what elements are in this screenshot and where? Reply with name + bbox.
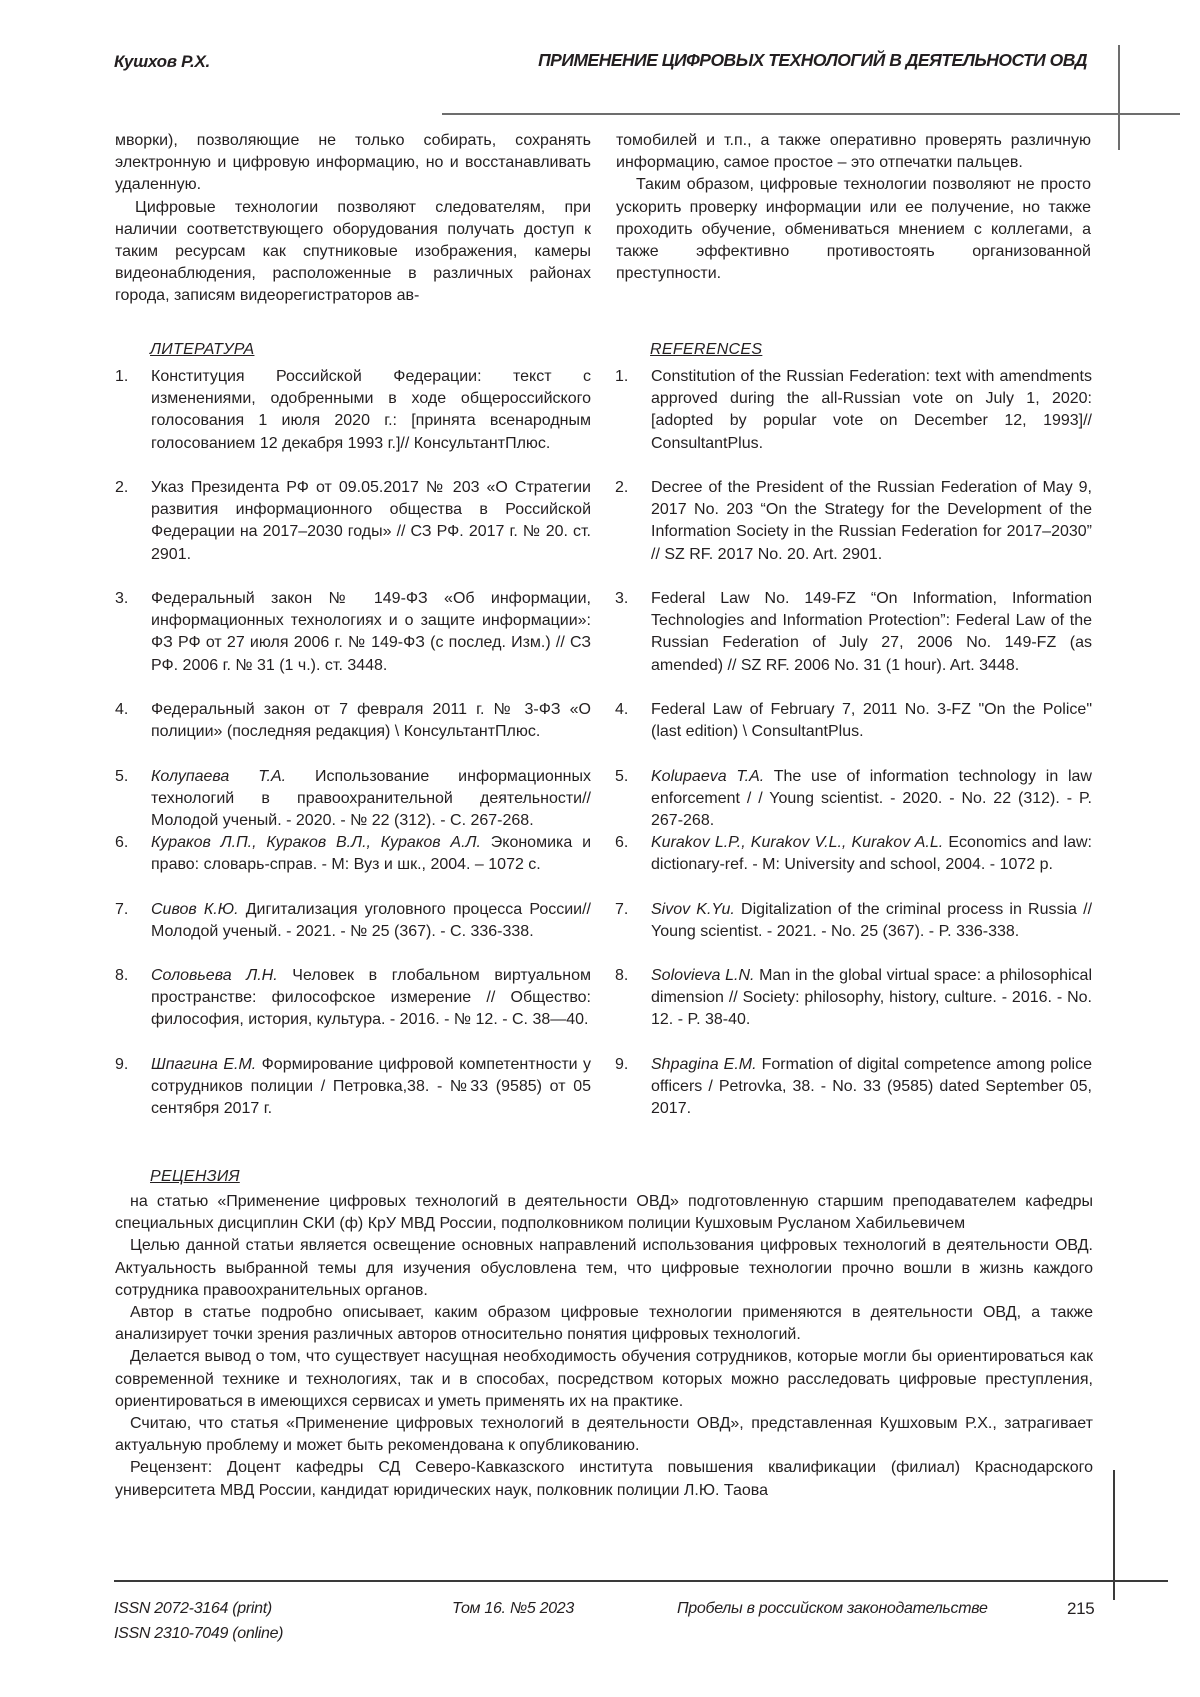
item-number: 8. — [615, 967, 629, 984]
item-number: 4. — [115, 701, 129, 718]
body-paragraph: томобилей и т.п., а также оперативно проверять различную информацию, самое простое – это отпечатки пальцев. — [616, 132, 1091, 172]
literature-item — [115, 699, 591, 743]
item-author: Kurakov L.P., Kurakov V.L., Kurakov A.L. — [651, 834, 944, 851]
body-paragraph: Таким образом, цифровые технологии позволяют не просто ускорить проверку информации или ее получение, но также проходить обучение, обмениваться мнением с коллегами, а также эффективно противостоять организованной преступности. — [616, 176, 1091, 283]
item-text: Economics and law: dictionary-ref. - M: University and school, 2004. - 1072 p. — [651, 834, 1093, 874]
reference-item — [615, 477, 1092, 566]
review-paragraph: на статью «Применение цифровых технологий в деятельности ОВД» подготовленную старшим преподавателем кафедры специальных дисциплин СКИ (ф) КрУ МВД России, подполковником полиции Кушховым Русланом Хабильевичем — [115, 1193, 1093, 1233]
item-number: 4. — [615, 701, 629, 718]
review-paragraph: Делается вывод о том, что существует насущная необходимость обучения сотрудников, которые могли бы ориентироваться как современной технике и технологиях, так и в способах, посредством которых можно расследовать цифровые преступления, ориентироваться в имеющихся сервисах и уметь применять их на практике. — [115, 1348, 1093, 1410]
item-text: Decree of the President of the Russian Federation of May 9, 2017 No. 203 “On the Strategy for the Development of the Information Society in the Russian Federation for 2017–2030” // SZ RF. 2017 No. 20. Art. 2901. — [651, 479, 1092, 563]
item-text: Федеральный закон № 149-ФЗ «Об информации, информационных технологиях и о защите информации»: ФЗ РФ от 27 июля 2006 г. № 149-ФЗ (с послед. Изм.) // СЗ РФ. 2006 г. № 31 (1 ч.). ст. 3448. — [151, 590, 591, 674]
item-number: 5. — [115, 768, 129, 785]
footer-volume: Том 16. №5 2023 — [452, 1600, 575, 1617]
literature-item — [115, 832, 591, 876]
reference-item — [615, 766, 1092, 833]
item-number: 5. — [615, 768, 629, 785]
item-text: Указ Президента РФ от 09.05.2017 № 203 «О Стратегии развития информационного общества в Российской Федерации на 2017–2030 годы» // СЗ РФ. 2017 г. № 20. ст. 2901. — [151, 479, 591, 563]
literature-item — [115, 477, 591, 566]
item-text: Формирование цифровой компетентности у сотрудников полиции / Петровка,38. - №33 (9585) от 05 сентября 2017 г. — [151, 1056, 592, 1118]
item-author: Kolupaeva T.A. — [651, 768, 765, 785]
item-text: Federal Law No. 149-FZ “On Information, Information Technologies and Information Protection”: Federal Law of the Russian Federation of July 27, 2006 No. 149-FZ (as amended) // SZ RF. 2006 No. 31 (1 hour). Art. 3448. — [651, 590, 1092, 674]
item-text: Digitalization of the criminal process in Russia // Young scientist. - 2021. - No. 25 (367). - P. 336-338. — [651, 901, 1093, 941]
item-number: 7. — [615, 901, 629, 918]
footer-issn-online: ISSN 2310-7049 (online) — [114, 1625, 284, 1642]
item-author: Соловьева Л.Н. — [151, 967, 278, 984]
item-number: 1. — [115, 368, 129, 385]
reference-item — [615, 1054, 1092, 1121]
item-text: Man in the global virtual space: a philosophical dimension // Society: philosophy, history, culture. - 2016. - No. 12. - P. 38-40. — [651, 967, 1093, 1029]
running-header-author: Кушхов Р.Х. — [114, 52, 210, 71]
item-author: Sivov K.Yu. — [651, 901, 735, 918]
item-author: Сивов К.Ю. — [151, 901, 239, 918]
review-paragraph: Целью данной статьи является освещение основных направлений использования цифровых технологий в деятельности ОВД. Актуальность выбранной темы для изучения обусловлена тем, что цифровые технологии прочно вошли в жизнь каждого сотрудника правоохранительных органов. — [115, 1237, 1093, 1299]
item-text: Федеральный закон от 7 февраля 2011 г. № 3-ФЗ «О полиции» (последняя редакция) \ КонсультантПлюс. — [151, 701, 591, 741]
item-number: 9. — [615, 1056, 629, 1073]
review-title: РЕЦЕНЗИЯ — [150, 1168, 240, 1185]
item-text: Экономика и право: словарь-справ. - М: Вуз и шк., 2004. – 1072 с. — [151, 834, 592, 874]
item-author: Колупаева Т.А. — [151, 768, 287, 785]
item-text: The use of information technology in law enforcement / / Young scientist. - 2020. - No. 22 (312). - P. 267-268. — [651, 768, 1092, 830]
header-rule — [442, 113, 1180, 115]
body-paragraph: Цифровые технологии позволяют следователям, при наличии соответствующего оборудования получать доступ к таким ресурсам как спутниковые изображения, камеры видеонаблюдения, расположенные в различных районах города, записям видеорегистраторов ав- — [115, 198, 591, 305]
body-paragraph: мворки), позволяющие не только собирать, сохранять электронную и цифровую информацию, но и восстанавливать удаленную. — [115, 132, 591, 194]
item-text: Constitution of the Russian Federation: text with amendments approved during the all-Russian vote on July 1, 2020: [adopted by popular vote on December 12, 1993]// ConsultantPlus. — [651, 368, 1092, 452]
literature-item — [115, 965, 591, 1032]
literature-item — [115, 766, 591, 833]
item-number: 1. — [615, 368, 629, 385]
item-text: Formation of digital competence among police officers / Petrovka, 38. - No. 33 (9585) dated September 05, 2017. — [651, 1056, 1093, 1118]
review-paragraph: Автор в статье подробно описывает, каким образом цифровые технологии применяются в деятельности ОВД, а также анализирует точки зрения различных авторов относительно понятия цифровых технологий. — [115, 1304, 1093, 1344]
page-number: 215 — [1067, 1599, 1095, 1618]
item-number: 8. — [115, 967, 129, 984]
item-number: 2. — [615, 479, 629, 496]
item-number: 6. — [615, 834, 629, 851]
reference-item — [615, 588, 1092, 677]
item-text: Federal Law of February 7, 2011 No. 3-FZ "On the Police" (last edition) \ ConsultantPlus. — [651, 701, 1092, 741]
body-column-left — [115, 130, 591, 308]
item-number: 7. — [115, 901, 129, 918]
item-number: 2. — [115, 479, 129, 496]
literature-item — [115, 366, 591, 455]
item-author: Shpagina E.M. — [651, 1056, 757, 1073]
references-title: REFERENCES — [650, 341, 763, 358]
item-number: 3. — [115, 590, 129, 607]
item-text: Использование информационных технологий в правоохранительной деятельности// Молодой ученый. - 2020. - № 22 (312). - С. 267-268. — [151, 768, 591, 830]
reference-item — [615, 832, 1092, 876]
item-number: 3. — [615, 590, 629, 607]
literature-item — [115, 588, 591, 677]
item-author: Шпагина Е.М. — [151, 1056, 257, 1073]
item-number: 9. — [115, 1056, 129, 1073]
literature-item — [115, 899, 591, 943]
item-text: Человек в глобальном виртуальном пространстве: философское измерение // Общество: философия, история, культура. - 2016. - № 12. - С. 38—40. — [151, 967, 592, 1029]
item-text: Дигитализация уголовного процесса России// Молодой ученый. - 2021. - № 25 (367). - С. 336-338. — [151, 901, 591, 941]
item-text: Конституция Российской Федерации: текст с изменениями, одобренными в ходе общероссийского голосования 1 июля 2020 г.: [принята всенародным голосованием 12 декабря 1993 г.]// КонсультантПлюс. — [151, 368, 591, 452]
body-column-right — [616, 130, 1091, 285]
review-paragraph: Рецензент: Доцент кафедры СД Северо-Кавказского института повышения квалификации (филиал) Краснодарского университета МВД России, кандидат юридических наук, полковник полиции Л.Ю. Таова — [115, 1459, 1093, 1499]
review-paragraph: Считаю, что статья «Применение цифровых технологий в деятельности ОВД», представленная Кушховым Р.Х., затрагивает актуальную проблему и может быть рекомендована к опубликованию. — [115, 1415, 1093, 1455]
literature-title: ЛИТЕРАТУРА — [150, 341, 255, 358]
item-number: 6. — [115, 834, 129, 851]
review-body — [115, 1191, 1093, 1502]
footer-rule — [114, 1580, 1168, 1582]
footer-issn-print: ISSN 2072-3164 (print) — [114, 1600, 272, 1617]
reference-item — [615, 899, 1092, 943]
crop-mark-top — [1118, 45, 1120, 150]
reference-item — [615, 699, 1092, 743]
running-header-title: ПРИМЕНЕНИЕ ЦИФРОВЫХ ТЕХНОЛОГИЙ В ДЕЯТЕЛЬНОСТИ ОВД — [538, 50, 1087, 70]
reference-item — [615, 366, 1092, 455]
item-author: Кураков Л.П., Кураков В.Л., Кураков А.Л. — [151, 834, 481, 851]
footer-journal-name: Пробелы в российском законодательстве — [677, 1600, 988, 1617]
reference-item — [615, 965, 1092, 1032]
item-author: Solovieva L.N. — [651, 967, 755, 984]
literature-item — [115, 1054, 591, 1121]
